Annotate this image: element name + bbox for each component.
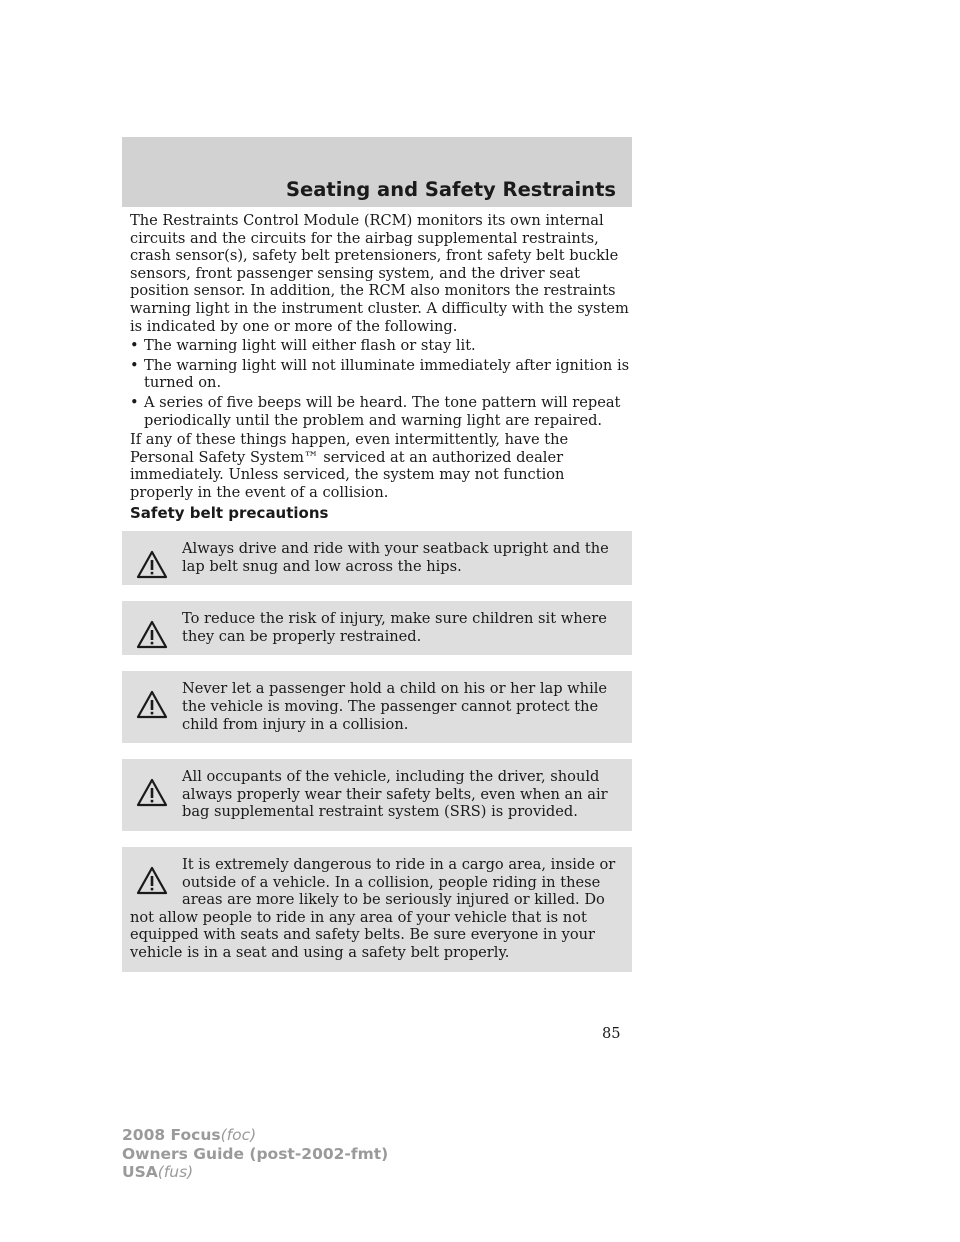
section-header-band — [122, 137, 632, 207]
intro-paragraph: The Restraints Control Module (RCM) monitors its own internal circuits and the circuits for the airbag supplemental restraints, crash sensor(s), safety belt pretensioners, front safety belt buckle sensors, front passenger sensing system, and the driver seat position sensor. In addition, the RCM also monitors the restraints warning light in the instrument cluster. A difficulty with the system is indicated by one or more of the following. — [130, 212, 629, 335]
list-item-text: The warning light will not illuminate immediately after ignition is turned on. — [144, 356, 630, 392]
bullet-icon: • — [130, 393, 139, 411]
footer-line — [122, 1145, 388, 1164]
warning-box — [122, 601, 632, 655]
warning-text: All occupants of the vehicle, including the driver, should always properly wear their safety belts, even when an air bag supplemental restraint system (SRS) is provided. — [182, 768, 608, 821]
list-item — [130, 357, 630, 392]
warning-box — [122, 671, 632, 743]
warning-triangle-icon — [136, 550, 168, 580]
footer-model-code: (foc) — [220, 1126, 257, 1144]
warning-text: Never let a passenger hold a child on his or her lap while the vehicle is moving. The passenger cannot protect the child from injury in a collision. — [182, 680, 608, 733]
warning-box — [122, 759, 632, 831]
bullet-icon: • — [130, 337, 139, 355]
footer-guide: Owners Guide (post-2002-fmt) — [122, 1144, 389, 1163]
warning-triangle-icon — [136, 690, 168, 720]
symptom-list — [130, 337, 630, 429]
list-item-text: The warning light will either flash or stay lit. — [144, 337, 476, 355]
warning-triangle-icon — [136, 620, 168, 650]
section-title: Seating and Safety Restraints — [285, 178, 616, 201]
warning-box — [122, 531, 632, 585]
page-number: 85 — [602, 1025, 621, 1042]
list-item — [130, 337, 630, 355]
warning-text: To reduce the risk of injury, make sure children sit where they can be properly restrained. — [182, 610, 607, 645]
footer-line — [122, 1126, 388, 1145]
page-content — [130, 212, 630, 988]
list-item-text: A series of five beeps will be heard. The tone pattern will repeat periodically until the problem and warning light are repaired. — [144, 393, 621, 429]
section-heading: Safety belt precautions — [130, 503, 329, 522]
warning-text: It is extremely dangerous to ride in a cargo area, inside or outside of a vehicle. In a collision, people riding in these areas are more likely to be seriously injured or killed. Do not allow people to ride in any area of your vehicle that is not equipped with seats and safety belts. Be sure everyone in your vehicle is in a seat and using a safety belt properly. — [130, 856, 616, 961]
footer-model: 2008 Focus — [122, 1126, 221, 1144]
footer-line — [122, 1163, 388, 1182]
service-paragraph: If any of these things happen, even intermittently, have the Personal Safety System™ serviced at an authorized dealer immediately. Unless serviced, the system may not function properly in the event of a collision. — [130, 431, 569, 501]
document-footer — [122, 1126, 388, 1182]
footer-market: USA — [122, 1163, 158, 1181]
warning-triangle-icon — [136, 866, 168, 896]
list-item — [130, 394, 630, 429]
warning-box — [122, 847, 632, 972]
warning-text: Always drive and ride with your seatback upright and the lap belt snug and low across the hips. — [182, 540, 609, 575]
footer-market-code: (fus) — [157, 1163, 194, 1181]
warning-triangle-icon — [136, 778, 168, 808]
bullet-icon: • — [130, 356, 139, 374]
